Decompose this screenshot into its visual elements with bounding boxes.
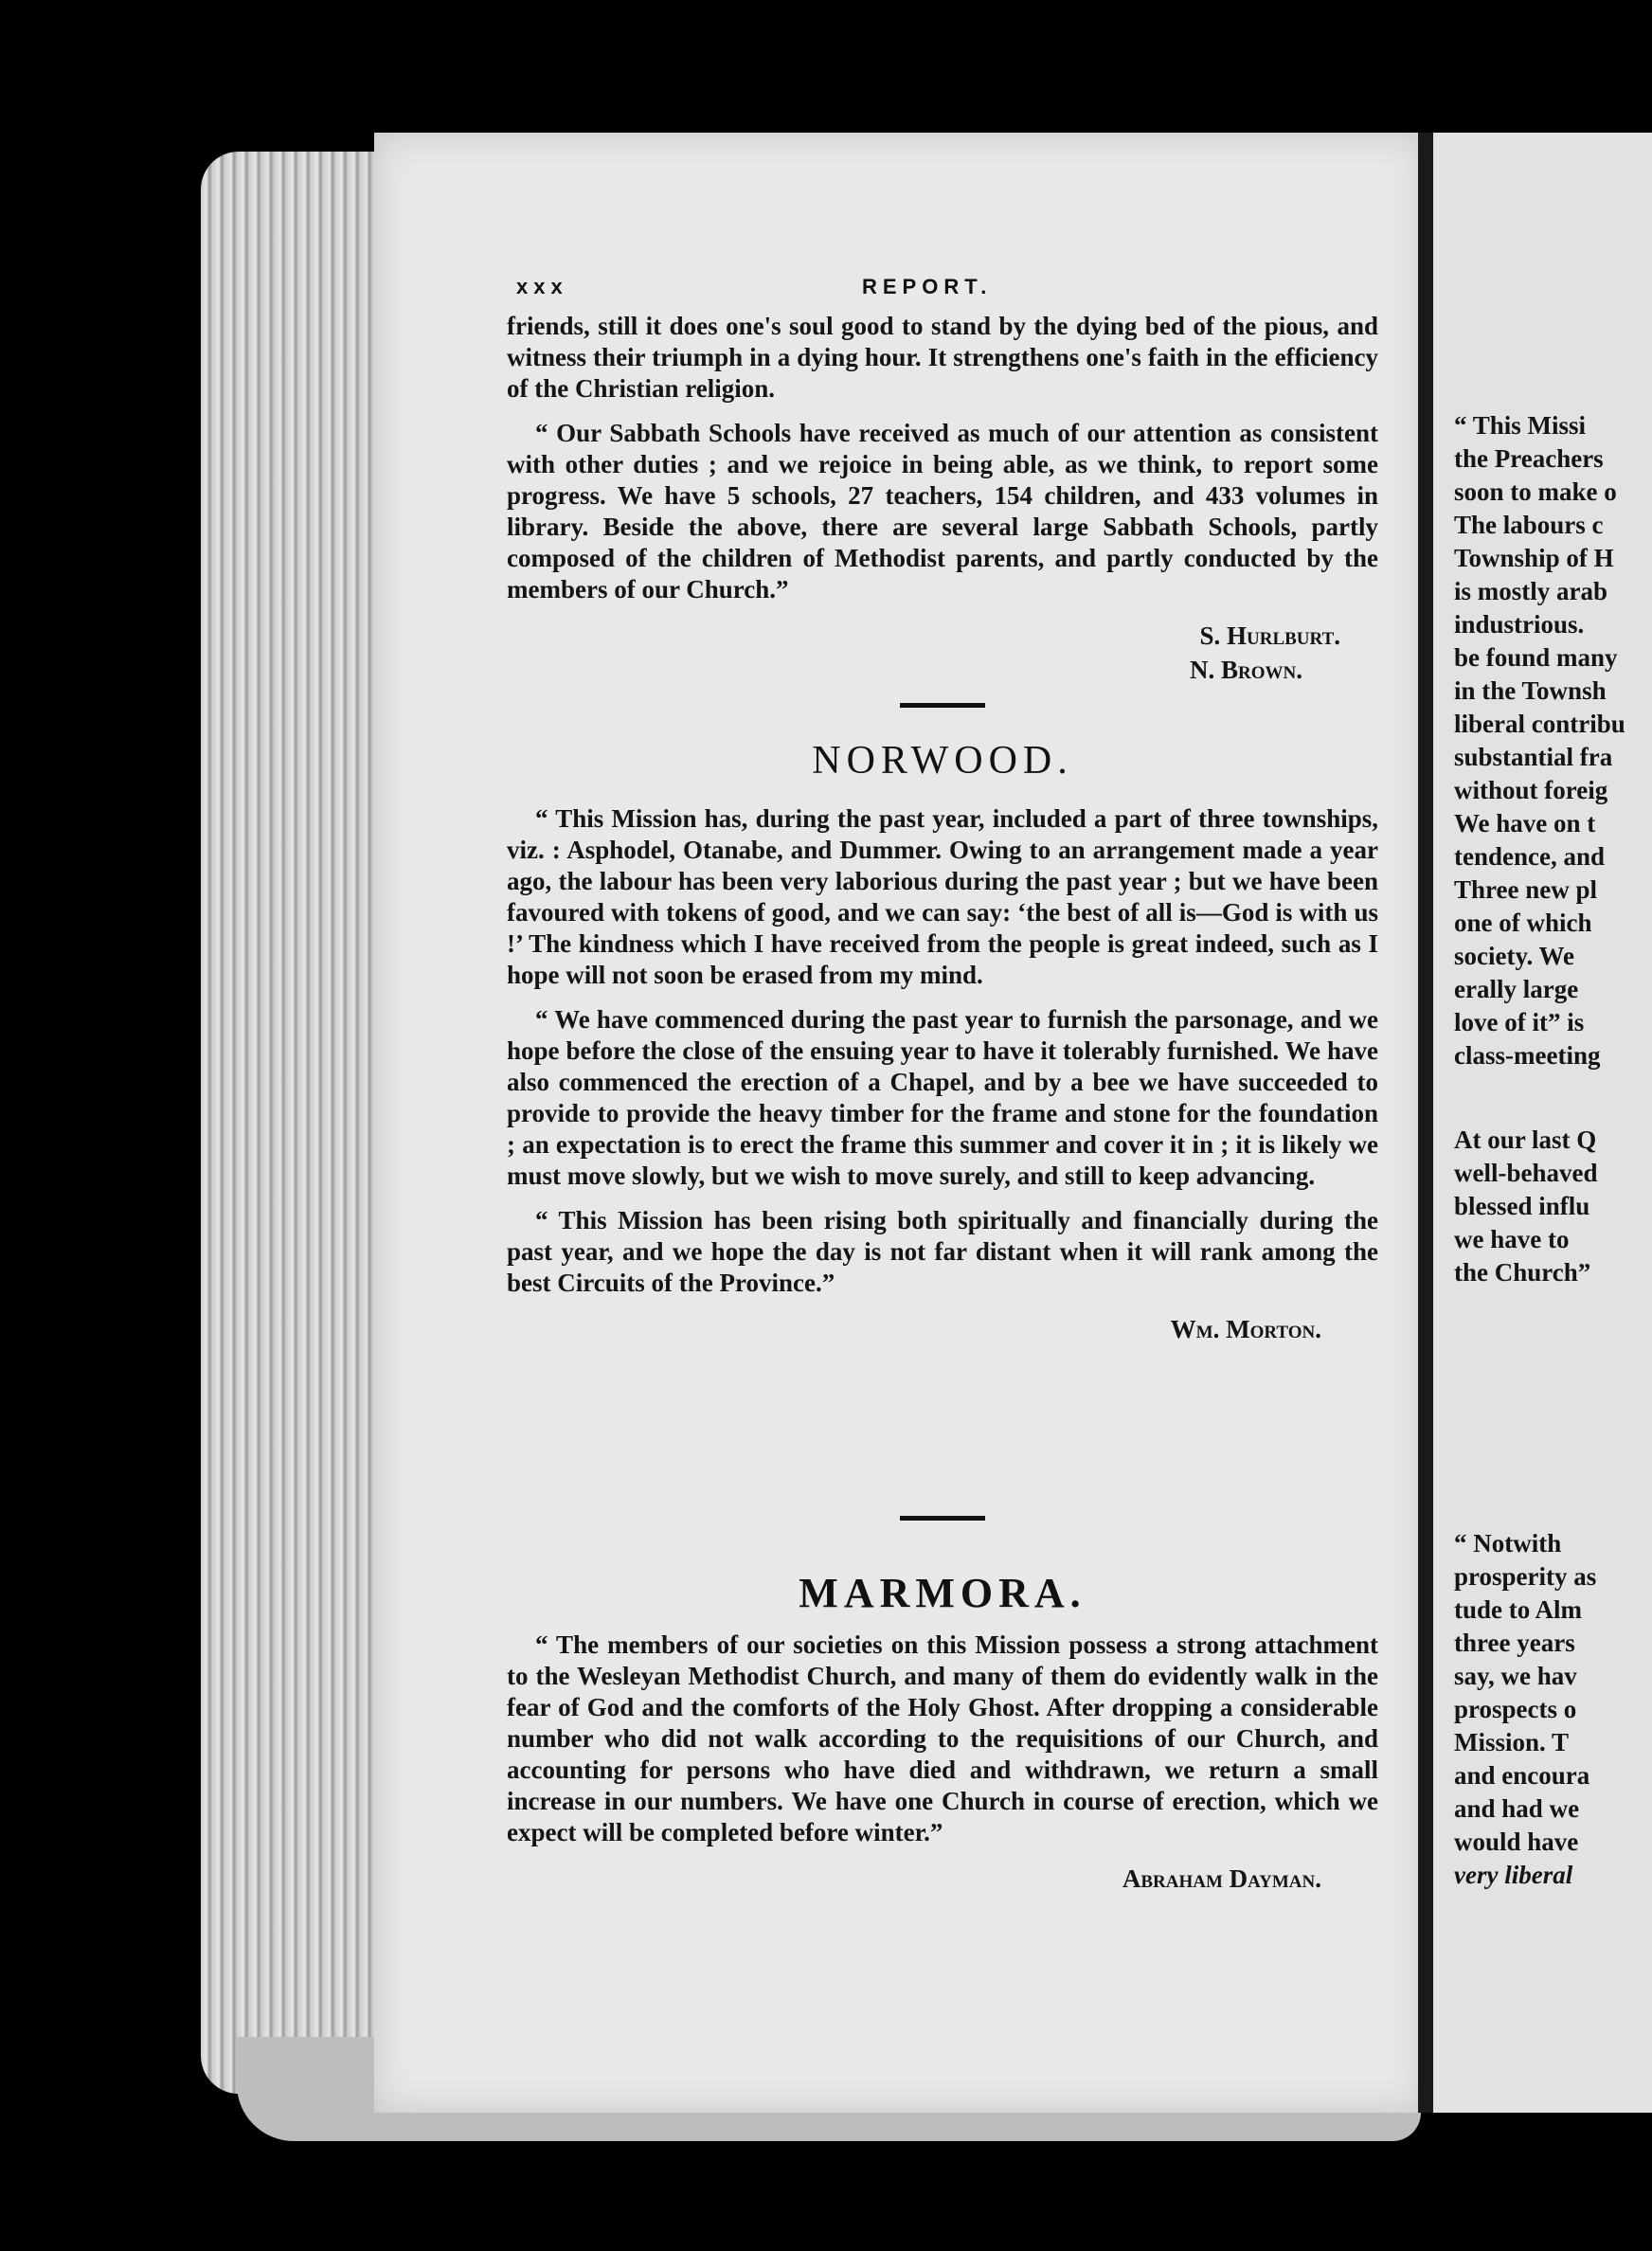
norwood-section xyxy=(507,703,1378,1346)
text-line: society. We xyxy=(1454,942,1574,970)
section-rule xyxy=(900,1516,985,1521)
text-line: the Preachers xyxy=(1454,444,1604,473)
text-line: we have to xyxy=(1454,1225,1570,1253)
facing-block xyxy=(1454,409,1652,1072)
signature: S. Hurlburt. xyxy=(1199,621,1340,650)
text-line: one of which xyxy=(1454,909,1592,937)
paragraph: “ We have commenced during the past year to furnish the parsonage, and we hope before the close of the ensuing year to have it tolerably furnished. We have also commenced the erection of a Chapel, and by a bee we have succeeded to provide to provide the heavy timber for the frame and stone for the foundation ; an expectation is to erect the frame this summer and cover it in ; it is likely we must move slowly, but we wish to move surely, and still to keep advancing. xyxy=(507,1005,1378,1190)
text-line: very liberal xyxy=(1454,1861,1573,1889)
facing-block xyxy=(1454,1124,1652,1289)
text-line: “ Notwith xyxy=(1454,1529,1562,1558)
running-head: REPORT. xyxy=(862,275,993,298)
text-line: The labours c xyxy=(1454,511,1604,539)
top-section xyxy=(507,311,1378,687)
text-line: and encoura xyxy=(1454,1761,1590,1790)
facing-page xyxy=(1433,133,1652,2113)
text-line: and had we xyxy=(1454,1794,1580,1823)
text-line: the Church” xyxy=(1454,1258,1591,1287)
paragraph: “ Our Sabbath Schools have received as much of our attention as consistent with other duties ; and we rejoice in being able, as we think, to report some progress. We have 5 schools, 27 teachers, 154 children, and 433 volumes in library. Beside the above, there are several large Sabbath Schools, partly composed of the children of Methodist parents, and partly conducted by the members of our Church.” xyxy=(507,419,1378,603)
text-line: tendence, and xyxy=(1454,842,1606,871)
signature: N. Brown. xyxy=(1190,656,1302,684)
text-line: without foreig xyxy=(1454,776,1608,804)
paragraph: “ The members of our societies on this Mission possess a strong attachment to the Wesleyan Methodist Church, and many of them do evidently walk in the fear of God and the comforts of the Holy Ghost. After dropping a considerable number who did not walk according to the requisitions of our Church, and accounting for persons who have died and withdrawn, we return a small increase in our numbers. We have one Church in course of erection, which we expect will be completed before winter.” xyxy=(507,1630,1378,1846)
text-line: “ This Missi xyxy=(1454,411,1587,440)
text-line: blessed influ xyxy=(1454,1192,1590,1220)
text-line: well-behaved xyxy=(1454,1159,1598,1187)
text-line: At our last Q xyxy=(1454,1126,1597,1154)
text-line: We have on t xyxy=(1454,809,1596,837)
paragraph: friends, still it does one's soul good to stand by the dying bed of the pious, and witness their triumph in a dying hour. It strengthens one's faith in the efficiency of the Christian religion. xyxy=(507,312,1378,403)
text-line: erally large xyxy=(1454,975,1579,1003)
text-line: say, we hav xyxy=(1454,1662,1577,1690)
text-line: Three new pl xyxy=(1454,875,1598,904)
text-line: would have xyxy=(1454,1828,1579,1856)
text-line: Mission. T xyxy=(1454,1728,1570,1756)
text-line: three years xyxy=(1454,1629,1575,1657)
page-number: xxx xyxy=(516,275,568,298)
text-line: prosperity as xyxy=(1454,1562,1597,1591)
text-line: is mostly arab xyxy=(1454,577,1607,605)
text-line: be found many xyxy=(1454,643,1618,672)
text-line: soon to make o xyxy=(1454,477,1617,506)
text-line: prospects o xyxy=(1454,1695,1577,1723)
signature: Wm. Morton. xyxy=(1170,1315,1321,1343)
text-line: industrious. xyxy=(1454,610,1585,639)
section-rule xyxy=(900,703,985,708)
text-line: liberal contribu xyxy=(1454,710,1625,738)
facing-block xyxy=(1454,1527,1652,1892)
paragraph: “ This Mission has been rising both spiritually and financially during the past year, and we hope the day is not far distant when it will rank among the best Circuits of the Province.” xyxy=(507,1206,1378,1297)
left-page xyxy=(374,133,1426,2113)
marmora-section xyxy=(507,1516,1378,1896)
section-title: MARMORA. xyxy=(799,1570,1086,1616)
paragraph: “ This Mission has, during the past year, included a part of three townships, viz. : Asphodel, Otanabe, and Dummer. Owing to an arrangement made a year ago, the labour has been very laborious during the past year ; but we have been favoured with tokens of good, and we can say: ‘the best of all is—God is with us !’ The kindness which I have received from the people is great indeed, such as I hope will not soon be erased from my mind. xyxy=(507,804,1378,989)
page-edges xyxy=(201,152,381,2094)
text-line: in the Townsh xyxy=(1454,676,1607,705)
text-line: tude to Alm xyxy=(1454,1595,1582,1624)
signature: Abraham Dayman. xyxy=(1122,1864,1321,1893)
text-line: substantial fra xyxy=(1454,743,1613,771)
text-line: class-meeting xyxy=(1454,1041,1601,1070)
gutter xyxy=(1418,133,1433,2113)
text-line: love of it” is xyxy=(1454,1008,1585,1036)
section-title: NORWOOD. xyxy=(812,739,1073,783)
text-line: Township of H xyxy=(1454,544,1614,572)
